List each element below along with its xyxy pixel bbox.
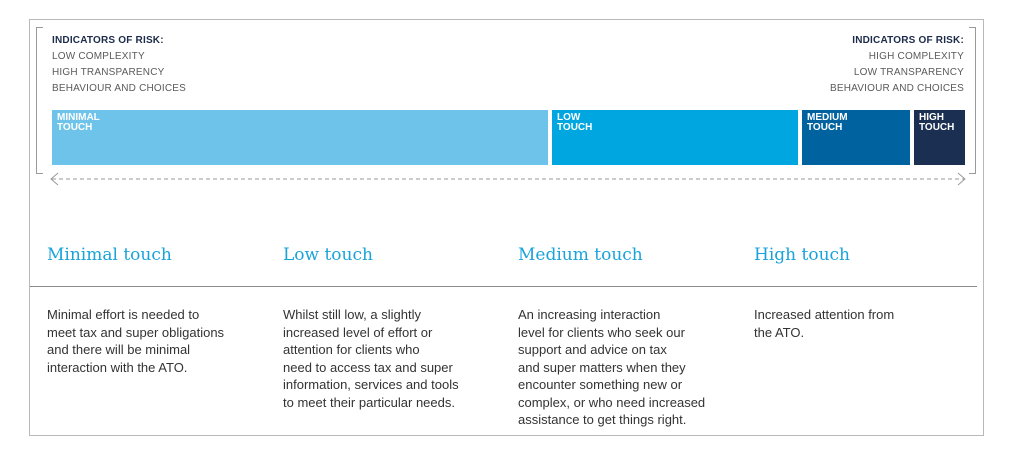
band-medium-touch xyxy=(802,110,910,165)
column-text-minimal-touch: Minimal effort is needed to meet tax and super obligations and there will be minimal interaction with the ATO. xyxy=(47,307,225,375)
band-high-touch xyxy=(914,110,965,165)
column-title-high-touch: High touch xyxy=(754,245,850,265)
band-label: HIGH TOUCH xyxy=(919,112,955,133)
column-title-low-touch: Low touch xyxy=(283,245,373,265)
risk-item: BEHAVIOUR AND CHOICES xyxy=(52,83,187,94)
band-label: MEDIUM TOUCH xyxy=(807,112,848,133)
band-low-touch xyxy=(552,110,798,165)
risk-item: LOW TRANSPARENCY xyxy=(853,67,964,78)
risk-heading-left: INDICATORS OF RISK: xyxy=(52,35,164,46)
right-bracket xyxy=(969,27,976,174)
column-text-low-touch: Whilst still low, a slightly increased level of effort or attention for clients who need to access tax and super information, services and tools to meet their particular needs. xyxy=(283,307,459,410)
risk-heading-right: INDICATORS OF RISK: xyxy=(852,35,964,46)
double-arrow-icon xyxy=(48,172,968,186)
risk-item: BEHAVIOUR AND CHOICES xyxy=(829,83,964,94)
risk-indicators-right xyxy=(830,33,964,97)
band-label: LOW TOUCH xyxy=(557,112,593,133)
column-title-minimal-touch: Minimal touch xyxy=(47,245,172,265)
risk-item: LOW COMPLEXITY xyxy=(52,51,145,62)
left-bracket xyxy=(36,27,43,174)
risk-item: HIGH TRANSPARENCY xyxy=(52,67,165,78)
column-title-medium-touch: Medium touch xyxy=(518,245,643,265)
band-minimal-touch xyxy=(52,110,548,165)
risk-indicators-left xyxy=(52,33,186,97)
column-text-high-touch: Increased attention from the ATO. xyxy=(754,307,895,340)
divider xyxy=(30,286,977,287)
column-text-medium-touch: An increasing interaction level for clients who seek our support and advice on tax and super matters when they encounter something new or complex, or who need increased assistance to get things right. xyxy=(518,307,706,427)
band-label: MINIMAL TOUCH xyxy=(57,112,100,133)
risk-item: HIGH COMPLEXITY xyxy=(868,51,964,62)
